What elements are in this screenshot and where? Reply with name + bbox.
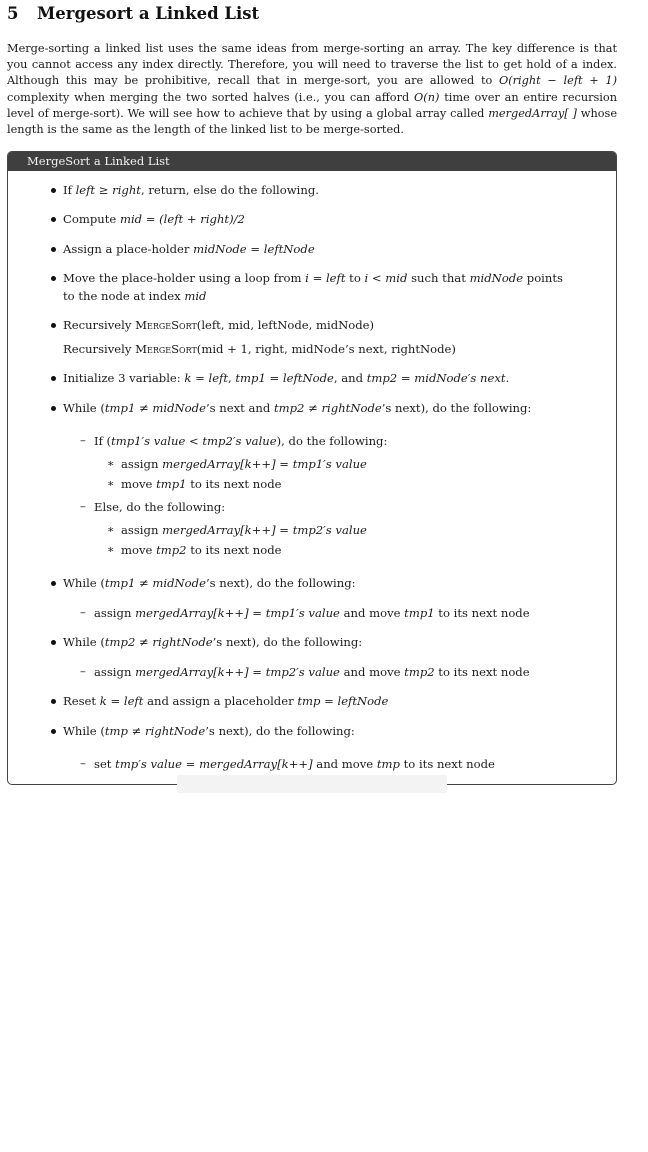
step-drain-tmp2: – assign mergedArray[k++] = tmp2′s value and move tmp2 to its next node — [94, 665, 530, 679]
algorithm-box — [7, 151, 617, 785]
step-move-placeholder-cont: to the node at index mid — [63, 289, 207, 303]
step-compute-mid: Compute mid = (left + right)/2 — [63, 212, 245, 226]
step-while-tmp1: While (tmp1 ≠ midNode’s next), do the following: — [63, 576, 356, 590]
step-assign-tmp2: ∗ assign mergedArray[k++] = tmp2′s value — [121, 523, 367, 537]
step-while-merge: While (tmp1 ≠ midNode’s next and tmp2 ≠ rightNode’s next), do the following: — [63, 401, 532, 415]
algorithm-box-title: MergeSort a Linked List — [8, 152, 616, 171]
step-move-tmp2: ∗ move tmp2 to its next node — [121, 543, 281, 557]
step-assign-tmp1: ∗ assign mergedArray[k++] = tmp1′s value — [121, 457, 367, 471]
step-move-placeholder: Move the place-holder using a loop from i = left to i < mid such that midNode points — [63, 271, 563, 285]
section-heading — [7, 4, 259, 23]
step-initialize-vars: Initialize 3 variable: k = left, tmp1 = leftNode, and tmp2 = midNode′s next. — [63, 371, 510, 385]
step-move-tmp1: ∗ move tmp1 to its next node — [121, 477, 281, 491]
step-recurse-right: Recursively MergeSort(mid + 1, right, midNode’s next, rightNode) — [63, 342, 456, 356]
section-title: Mergesort a Linked List — [37, 4, 260, 23]
faded-toolbar-overlay — [177, 775, 447, 793]
step-copy-back: – set tmp′s value = mergedArray[k++] and move tmp to its next node — [94, 757, 495, 771]
step-drain-tmp1: – assign mergedArray[k++] = tmp1′s value and move tmp1 to its next node — [94, 606, 530, 620]
step-reset-k: Reset k = left and assign a placeholder tmp = leftNode — [63, 694, 389, 708]
step-if-compare: – If (tmp1′s value < tmp2′s value), do the following: — [94, 434, 387, 448]
step-assign-midnode: Assign a place-holder midNode = leftNode — [63, 242, 315, 256]
step-while-copy-back: While (tmp ≠ rightNode’s next), do the following: — [63, 724, 355, 738]
step-else: – Else, do the following: — [94, 500, 225, 514]
section-number: 5 — [7, 4, 19, 23]
step-while-tmp2: While (tmp2 ≠ rightNode’s next), do the following: — [63, 635, 363, 649]
step-recurse-left: Recursively MergeSort(left, mid, leftNode, midNode) — [63, 318, 375, 332]
step-base-case: If left ≥ right, return, else do the following. — [63, 183, 319, 197]
intro-paragraph: Merge-sorting a linked list uses the same ideas from merge-sorting an array. The key difference is that you cannot access any index directly. Therefore, you will need to traverse the list to get hold of a index. Although this may be prohibitive, recall that in merge-sort, you are allowed to O(right − left + 1) complexity when merging the two sorted halves (i.e., you can afford O(n) time over an entire recursion level of merge-sort). We will see how to achieve that by using a global array called mergedArray[ ] whose length is the same as the length of the linked list to be merge-sorted. — [7, 42, 618, 137]
